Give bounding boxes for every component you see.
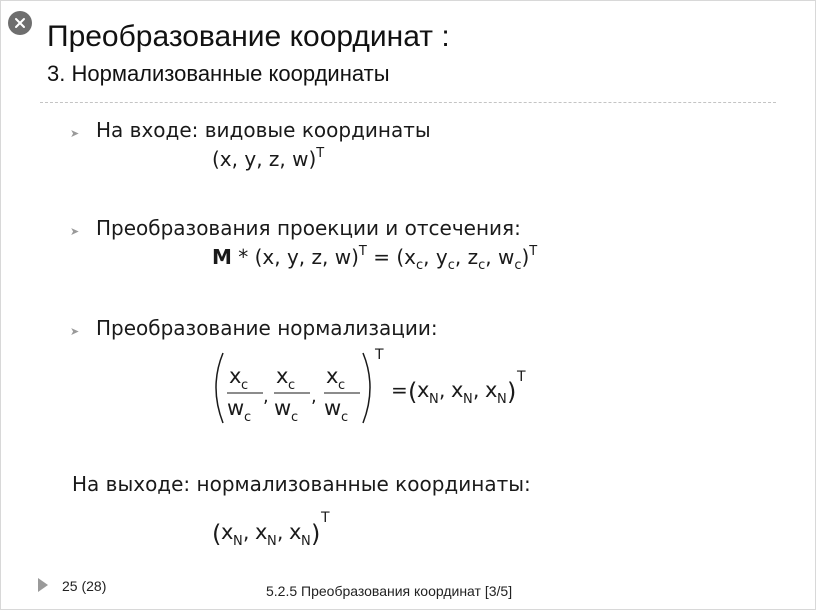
result-sub: N xyxy=(497,392,507,407)
projection-sub: c xyxy=(514,258,522,273)
equals-sign: = xyxy=(391,378,408,402)
bullet-arrow-icon: ➤ xyxy=(70,325,80,338)
bullet-input-text: На входе: видовые координаты xyxy=(96,118,431,142)
projection-sep: , z xyxy=(454,245,479,269)
projection-sup: T xyxy=(529,244,538,259)
title-divider xyxy=(40,102,776,103)
comma: , xyxy=(243,520,250,544)
input-formula-sup: T xyxy=(316,146,325,161)
projection-op: * (x, y, z, w) xyxy=(231,245,359,269)
numerator-sub: c xyxy=(288,378,296,393)
output-sub: N xyxy=(267,534,277,549)
close-button[interactable] xyxy=(8,11,32,35)
numerator-sub: c xyxy=(241,378,249,393)
output-formula xyxy=(210,508,370,554)
page-counter: 25 (28) xyxy=(62,578,107,594)
output-var: x xyxy=(221,520,234,544)
transpose-sup: T xyxy=(375,347,384,363)
projection-sup: T xyxy=(358,244,367,259)
denominator-sub: c xyxy=(341,410,349,425)
projection-close: ) xyxy=(521,245,530,269)
output-sub: N xyxy=(233,534,243,549)
output-sup: T xyxy=(321,510,330,526)
bullet-input xyxy=(70,118,431,142)
projection-formula xyxy=(212,244,537,273)
result-close-paren: ) xyxy=(507,378,517,406)
output-close-paren: ) xyxy=(311,520,321,548)
result-open-paren: ( xyxy=(408,378,418,406)
projection-eq: = (x xyxy=(366,245,416,269)
numerator-var: x xyxy=(229,364,242,388)
close-icon xyxy=(14,17,26,29)
denominator-var: w xyxy=(324,396,342,420)
input-formula xyxy=(212,146,324,171)
projection-sub: c xyxy=(447,258,455,273)
projection-sub: c xyxy=(415,258,424,273)
comma: , xyxy=(277,520,284,544)
normalization-formula xyxy=(205,345,575,435)
bullet-normalization-text: Преобразование нормализации: xyxy=(96,316,438,340)
comma: , xyxy=(263,386,269,407)
result-sub: N xyxy=(463,392,473,407)
bullet-projection xyxy=(70,216,521,240)
right-paren xyxy=(363,353,370,423)
comma: , xyxy=(311,386,317,407)
slide-title: Преобразование координат : xyxy=(47,20,450,53)
output-heading: На выходе: нормализованные координаты: xyxy=(72,472,531,496)
input-formula-text: (x, y, z, w) xyxy=(212,147,317,171)
output-open-paren: ( xyxy=(212,520,222,548)
denominator-var: w xyxy=(274,396,292,420)
projection-sep: , w xyxy=(485,245,515,269)
bullet-arrow-icon: ➤ xyxy=(70,127,80,140)
numerator-sub: c xyxy=(338,378,346,393)
denominator-sub: c xyxy=(291,410,299,425)
result-var: x xyxy=(485,378,498,402)
output-sub: N xyxy=(301,534,311,549)
projection-sub: c xyxy=(478,258,486,273)
output-var: x xyxy=(255,520,268,544)
result-var: x xyxy=(451,378,464,402)
comma: , xyxy=(473,378,480,402)
denominator-var: w xyxy=(227,396,245,420)
output-var: x xyxy=(289,520,302,544)
result-sub: N xyxy=(429,392,439,407)
slide-subtitle: 3. Нормализованные координаты xyxy=(47,61,390,86)
bullet-arrow-icon: ➤ xyxy=(70,225,80,238)
comma: , xyxy=(439,378,446,402)
numerator-var: x xyxy=(276,364,289,388)
numerator-var: x xyxy=(326,364,339,388)
footer-caption: 5.2.5 Преобразования координат [3/5] xyxy=(266,583,513,599)
bullet-normalization xyxy=(70,316,438,340)
result-var: x xyxy=(417,378,430,402)
denominator-sub: c xyxy=(244,410,252,425)
footer-play-icon[interactable] xyxy=(38,578,48,592)
result-sup: T xyxy=(517,369,526,385)
bullet-projection-text: Преобразования проекции и отсечения: xyxy=(96,216,521,240)
left-paren xyxy=(216,353,223,423)
projection-sep: , y xyxy=(423,245,448,269)
matrix-symbol: M xyxy=(212,245,232,269)
